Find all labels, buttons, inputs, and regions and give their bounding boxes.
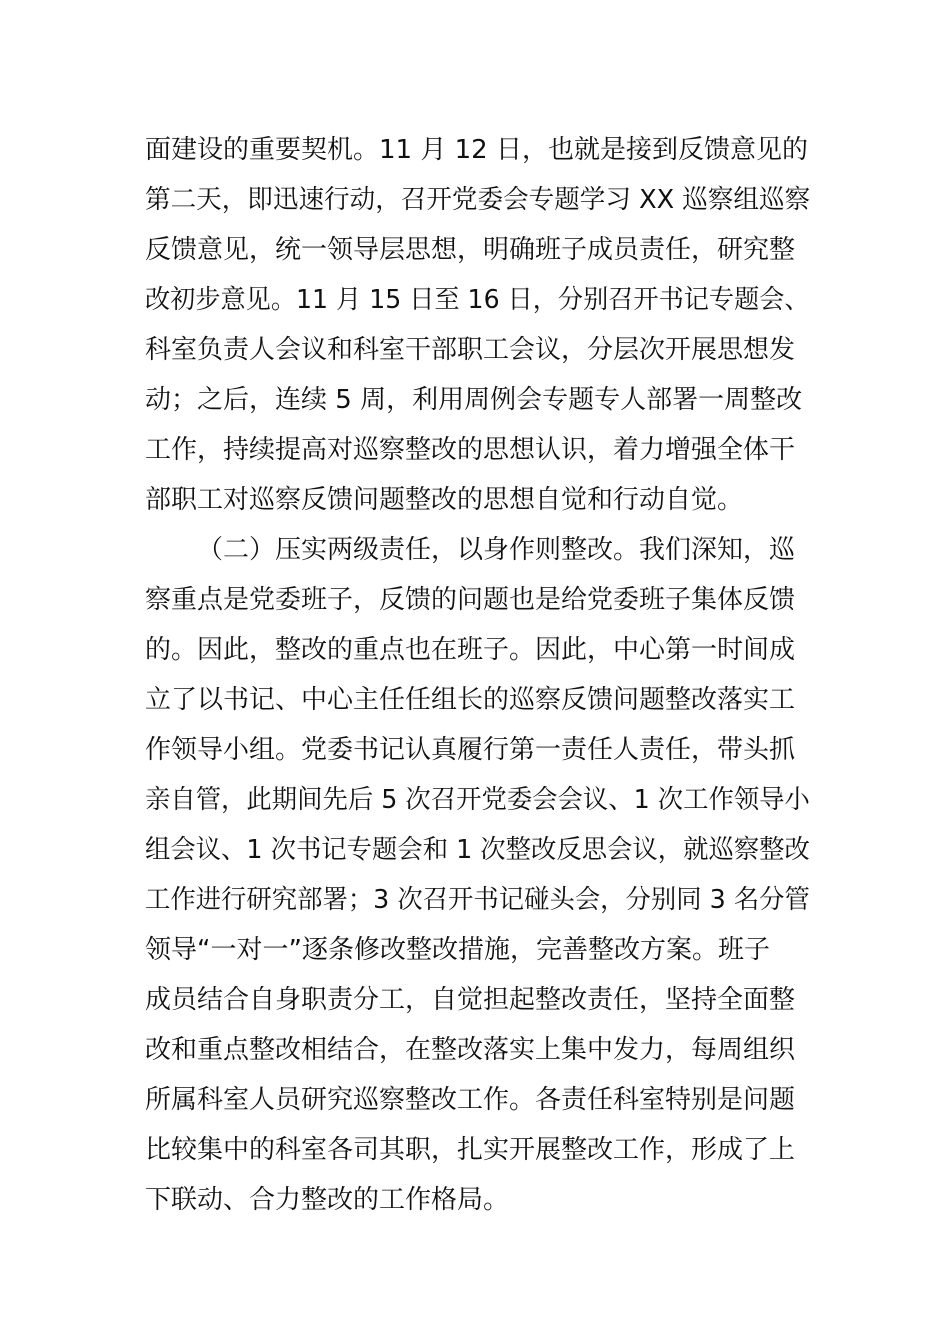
text-line: 比较集中的科室各司其职，扎实开展整改工作，形成了上	[145, 1135, 796, 1165]
section-heading-line: （二）压实两级责任，以身作则整改。我们深知，巡	[197, 535, 796, 565]
text-line: 的。因此，整改的重点也在班子。因此，中心第一时间成	[145, 635, 796, 665]
text-line: 动；之后，连续 5 周，利用周例会专题专人部署一周整改	[145, 385, 803, 415]
text-line: 察重点是党委班子，反馈的问题也是给党委班子集体反馈	[145, 585, 796, 615]
text-line: 工作，持续提高对巡察整改的思想认识，着力增强全体干	[145, 435, 796, 465]
text-line: 工作进行研究部署；3 次召开书记碰头会，分别同 3 名分管	[145, 885, 810, 915]
text-line: 部职工对巡察反馈问题整改的思想自觉和行动自觉。	[145, 485, 744, 515]
text-line: 组会议、1 次书记专题会和 1 次整改反思会议，就巡察整改	[145, 835, 810, 865]
text-line: 面建设的重要契机。11 月 12 日，也就是接到反馈意见的	[145, 135, 808, 165]
text-line: 立了以书记、中心主任任组长的巡察反馈问题整改落实工	[145, 685, 796, 715]
text-line: 亲自管，此期间先后 5 次召开党委会会议、1 次工作领导小	[145, 785, 810, 815]
text-line: 改初步意见。11 月 15 日至 16 日，分别召开书记专题会、	[145, 285, 810, 315]
text-line: 领导“一对一”逐条修改整改措施，完善整改方案。班子	[145, 935, 770, 965]
text-line: 下联动、合力整改的工作格局。	[145, 1185, 510, 1215]
text-line: 作领导小组。党委书记认真履行第一责任人责任，带头抓	[145, 735, 796, 765]
text-line: 第二天，即迅速行动，召开党委会专题学习 XX 巡察组巡察	[145, 185, 811, 215]
text-line: 反馈意见，统一领导层思想，明确班子成员责任，研究整	[145, 235, 796, 265]
text-line: 科室负责人会议和科室干部职工会议，分层次开展思想发	[145, 335, 796, 365]
text-line: 所属科室人员研究巡察整改工作。各责任科室特别是问题	[145, 1085, 796, 1115]
text-line: 改和重点整改相结合，在整改落实上集中发力，每周组织	[145, 1035, 796, 1065]
text-line: 成员结合自身职责分工，自觉担起整改责任，坚持全面整	[145, 985, 796, 1015]
